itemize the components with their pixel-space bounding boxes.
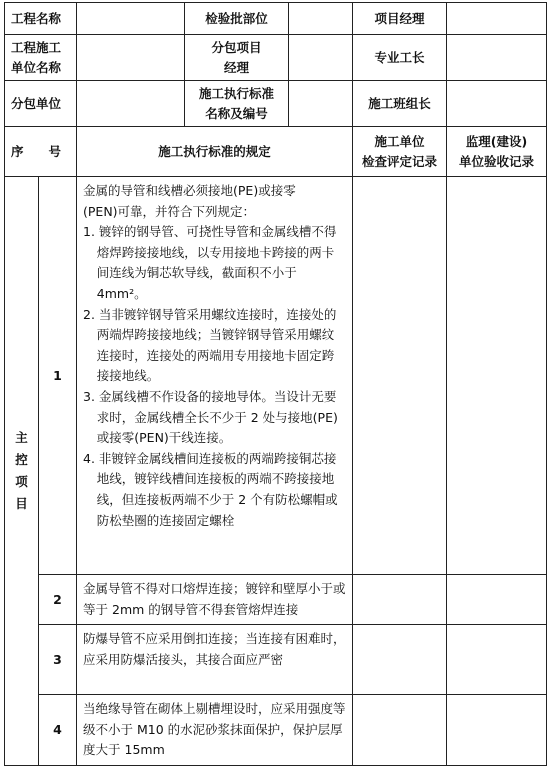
unit-check-record[interactable] — [353, 575, 447, 625]
table-row — [5, 575, 547, 625]
sub-clause: 3. 金属线槽不作设备的接地导体。当设计无要求时，金属线槽全长不少于 2 处与接地(PE)或接零(PEN)干线连接。 — [83, 388, 338, 446]
standard-value[interactable] — [289, 81, 353, 127]
construction-unit-value[interactable] — [77, 35, 185, 81]
subcontract-manager-label-line1: 分包项目 — [211, 39, 262, 55]
construction-unit-label-line2: 单位名称 — [11, 59, 62, 75]
unit-check-record[interactable] — [353, 625, 447, 695]
item-number: 3 — [39, 625, 77, 695]
item-number: 4 — [39, 695, 77, 766]
subcontractor-label: 分包单位 — [5, 81, 77, 127]
sub-clause: 1. 镀锌的钢导管、可挠性导管和金属线槽不得熔焊跨接接地线，以专用接地卡跨接的两卡间连线为铜芯软导线，截面积不小于 4mm²。 — [83, 224, 337, 301]
category-char: 目 — [15, 495, 28, 511]
team-leader-value[interactable] — [447, 81, 547, 127]
unit-check-record[interactable] — [353, 177, 447, 575]
supervision-label — [447, 127, 547, 177]
item-number: 1 — [39, 177, 77, 575]
item-intro-line2: (PEN)可靠，并符合下列规定： — [83, 203, 256, 219]
unit-check-label — [353, 127, 447, 177]
supervision-label-line1: 监理(建设) — [465, 133, 528, 149]
item-clause: 防爆导管不应采用倒扣连接；当连接有困难时，应采用防爆活接头，其接合面应严密 — [77, 625, 353, 695]
sub-clause: 2. 当非镀锌钢导管采用螺纹连接时，连接处的两端焊跨接接地线；当镀锌钢导管采用螺纹连接时，连接处的两端用专用接地卡固定跨接接地线。 — [83, 306, 337, 384]
construction-unit-label — [5, 35, 77, 81]
table-row — [5, 177, 547, 575]
project-manager-label: 项目经理 — [353, 3, 447, 35]
supervision-record[interactable] — [447, 695, 547, 766]
project-name-label: 工程名称 — [5, 3, 77, 35]
header-row-1 — [5, 3, 547, 35]
team-leader-label: 施工班组长 — [353, 81, 447, 127]
standard-label-line2: 名称及编号 — [205, 105, 268, 121]
header-row-3 — [5, 81, 547, 127]
item-intro-line1: 金属的导管和线槽必须接地(PE)或接零 — [83, 183, 296, 198]
spec-label: 施工执行标准的规定 — [77, 127, 353, 177]
inspection-form — [4, 2, 546, 762]
supervision-label-line2: 单位验收记录 — [459, 153, 535, 169]
supervision-record[interactable] — [447, 625, 547, 695]
inspection-lot-value[interactable] — [289, 3, 353, 35]
subcontractor-value[interactable] — [77, 81, 185, 127]
inspection-lot-label: 检验批部位 — [185, 3, 289, 35]
project-name-value[interactable] — [77, 3, 185, 35]
table-row — [5, 695, 547, 766]
foreman-label: 专业工长 — [353, 35, 447, 81]
supervision-record[interactable] — [447, 177, 547, 575]
foreman-value[interactable] — [447, 35, 547, 81]
item-clause — [77, 177, 353, 575]
item-clause: 当绝缘导管在砌体上剔槽埋设时，应采用强度等级不小于 M10 的水泥砂浆抹面保护，保护层厚度大于 15mm — [77, 695, 353, 766]
seq-label: 序 号 — [5, 127, 77, 177]
sub-clause: 4. 非镀锌金属线槽间连接板的两端跨接铜芯接地线，镀锌线槽间连接板的两端不跨接接地线，但连接板两端不少于 2 个有防松螺帽或防松垫圈的连接固定螺栓 — [83, 450, 338, 528]
category-char: 项 — [15, 473, 28, 489]
supervision-record[interactable] — [447, 575, 547, 625]
header-row-2 — [5, 35, 547, 81]
unit-check-label-line2: 检查评定记录 — [362, 153, 438, 169]
standard-label — [185, 81, 289, 127]
unit-check-label-line1: 施工单位 — [374, 133, 425, 149]
subcontract-manager-label — [185, 35, 289, 81]
project-manager-value[interactable] — [447, 3, 547, 35]
subcontract-manager-label-line2: 经理 — [224, 59, 250, 75]
subcontract-manager-value[interactable] — [289, 35, 353, 81]
category-char: 主 — [15, 429, 28, 445]
item-number: 2 — [39, 575, 77, 625]
form-table — [4, 2, 547, 766]
category-char: 控 — [15, 451, 28, 467]
table-row — [5, 625, 547, 695]
main-control-category — [5, 177, 39, 766]
unit-check-record[interactable] — [353, 695, 447, 766]
header-row-4 — [5, 127, 547, 177]
standard-label-line1: 施工执行标准 — [199, 85, 275, 101]
item-clause: 金属导管不得对口熔焊连接；镀锌和壁厚小于或等于 2mm 的钢导管不得套管熔焊连接 — [77, 575, 353, 625]
construction-unit-label-line1: 工程施工 — [11, 39, 62, 55]
